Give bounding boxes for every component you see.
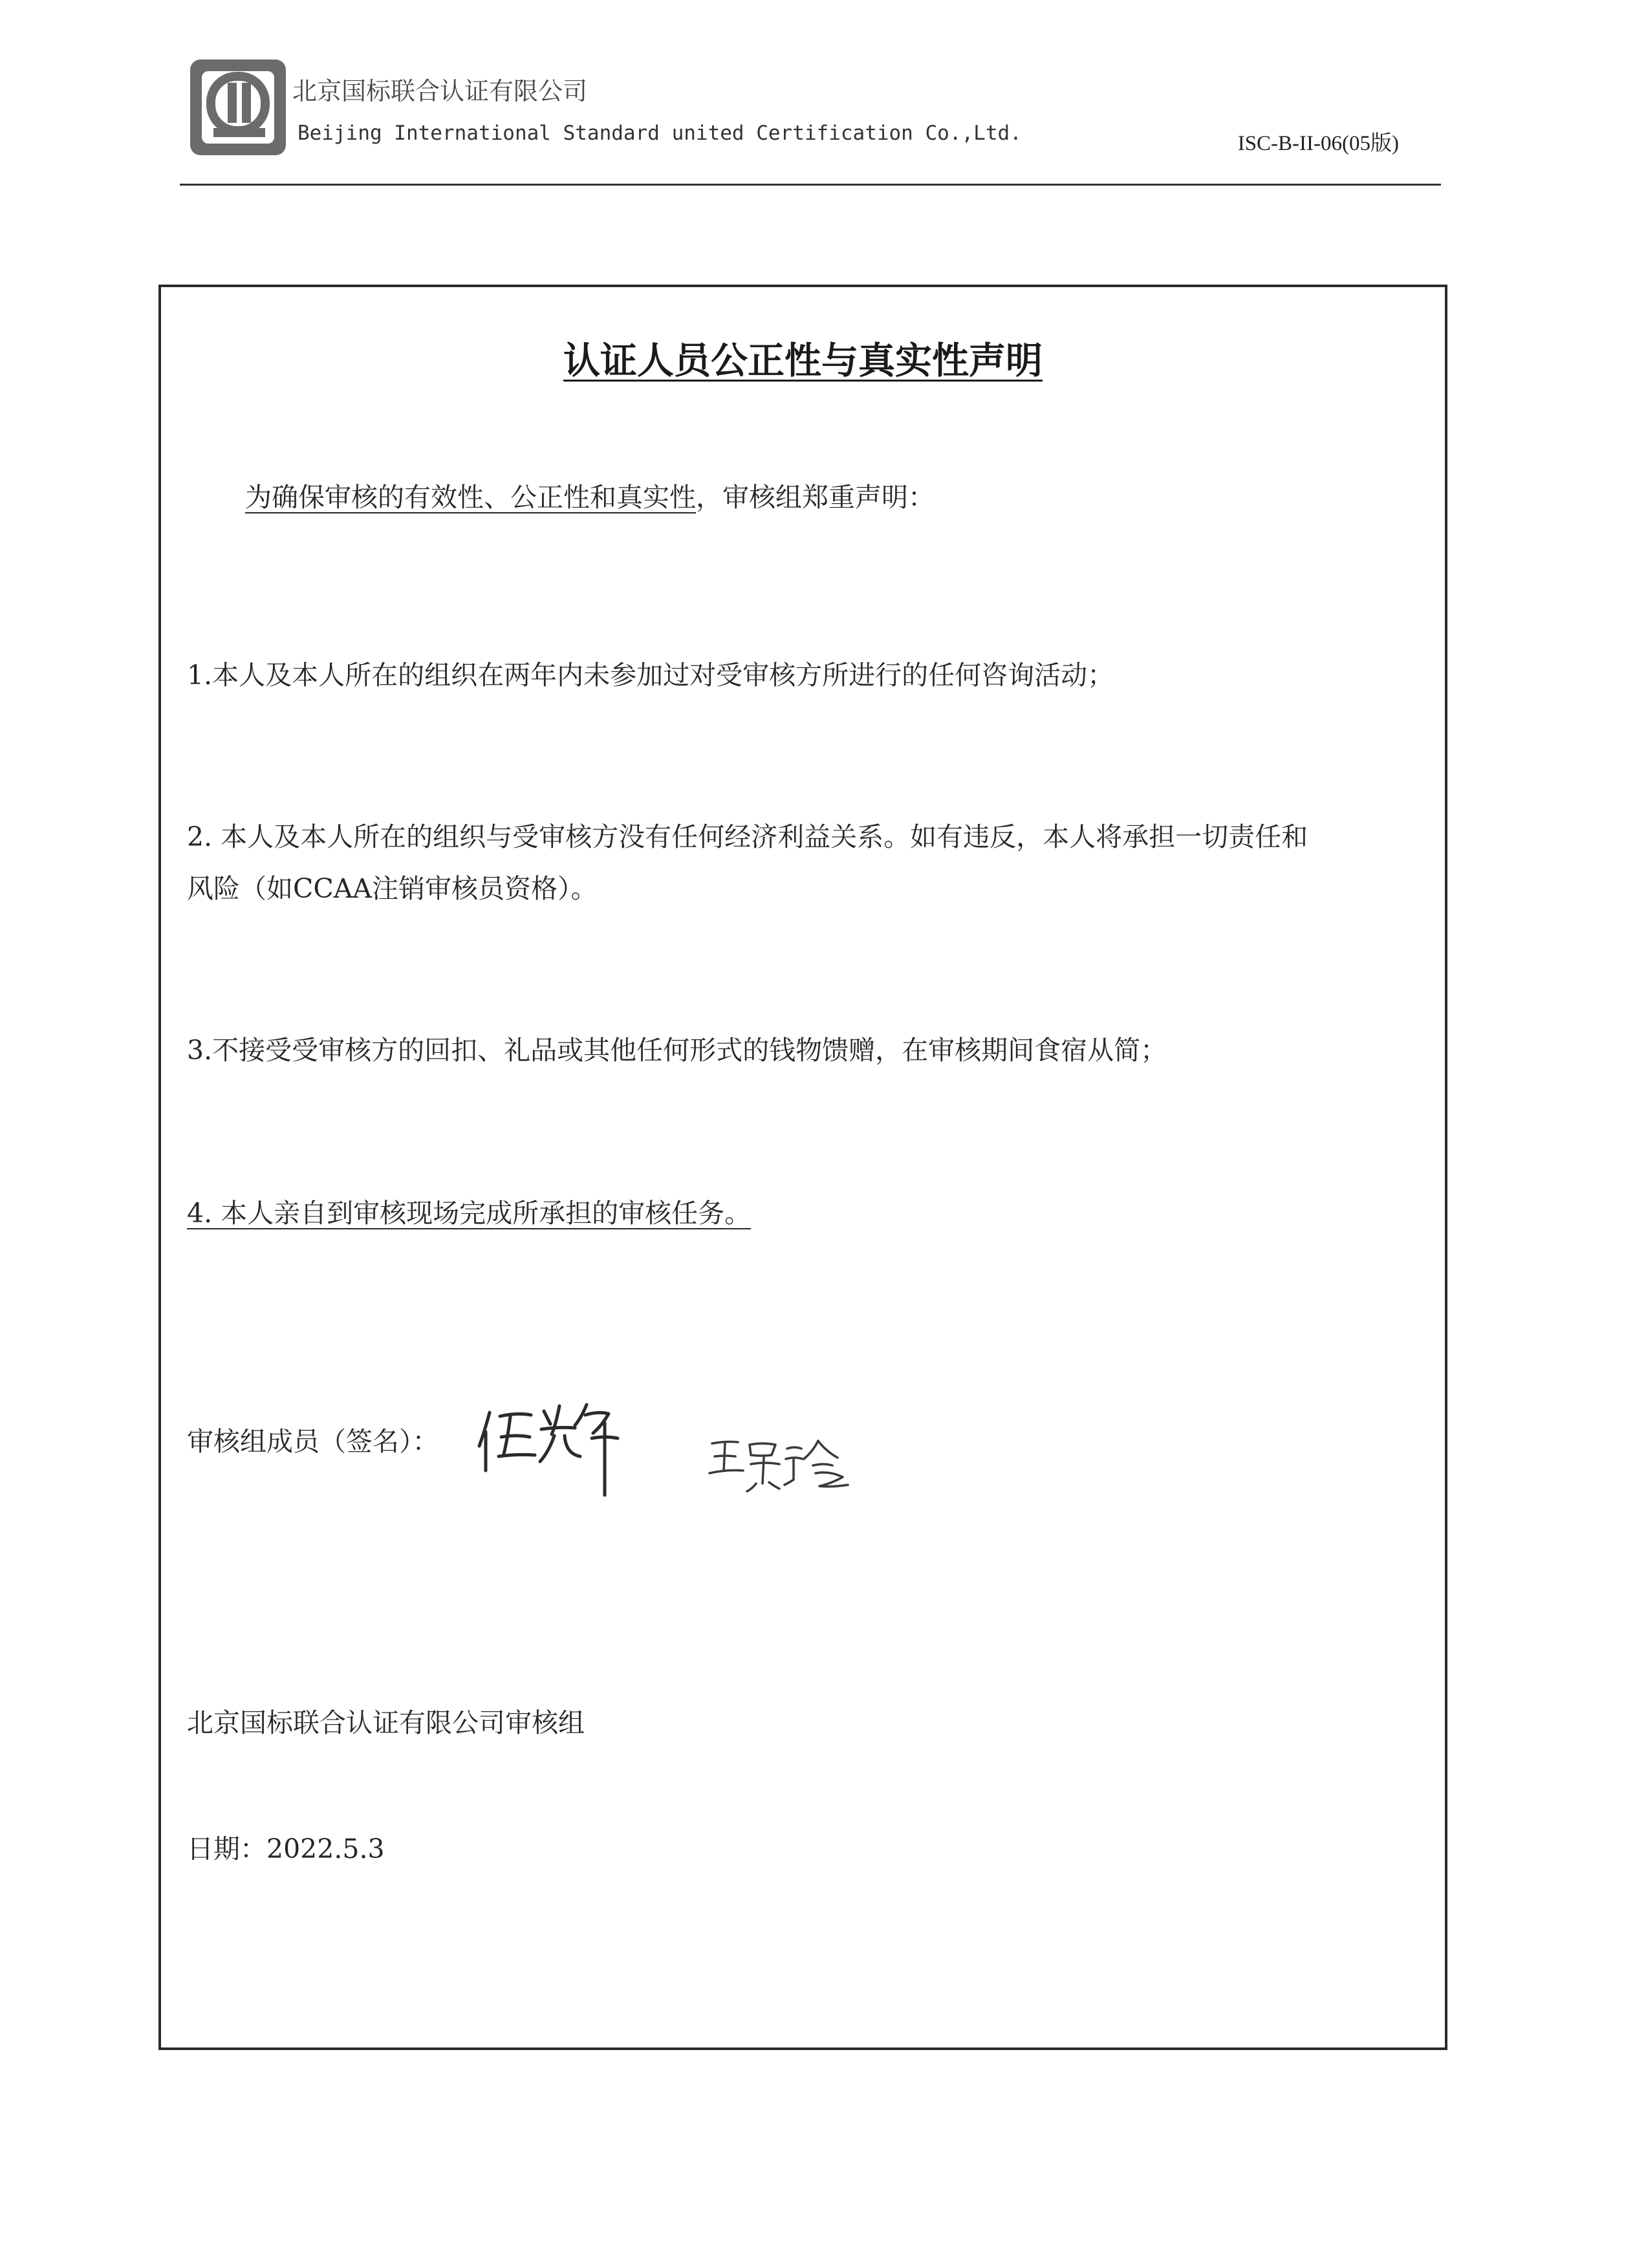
clause-2-line-1: 2. 本人及本人所在的组织与受审核方没有任何经济利益关系。如有违反，本人将承担一切责任和 [187,821,1308,852]
signature-1 [471,1387,640,1496]
intro-rest: ，审核组郑重声明： [696,482,935,513]
clause-3: 3.不接受受审核方的回扣、礼品或其他任何形式的钱物馈赠，在审核期间食宿从简； [187,1035,1167,1066]
company-name-cn: 北京国标联合认证有限公司 [292,77,588,105]
members-label: 审核组成员（签名）： [187,1426,439,1457]
clause-2-line-2: 风险（如CCAA注销审核员资格）。 [187,873,598,904]
company-logo-icon [188,57,288,158]
date-label: 日期： [187,1833,266,1864]
organization-name: 北京国标联合认证有限公司审核组 [187,1707,585,1738]
company-name-en: Beijing International Standard united Certification Co.,Ltd. [298,122,1022,145]
date-line [187,1823,1435,1875]
declaration-frame [158,285,1447,2050]
signature-2 [704,1425,853,1496]
intro-paragraph [245,471,1493,523]
header-divider [180,184,1441,186]
date-value: 2022.5.3 [266,1833,385,1864]
clause-4-text: 4. 本人亲自到审核现场完成所承担的审核任务。 [187,1198,752,1229]
clause-4 [187,1187,1435,1239]
clause-1: 1.本人及本人所在的组织在两年内未参加过对受审核方所进行的任何咨询活动； [187,660,1114,691]
intro-underlined: 为确保审核的有效性、公正性和真实性 [245,482,696,513]
form-code: ISC-B-II-06(05版) [1237,132,1399,155]
document-title: 认证人员公正性与真实性声明 [563,340,1043,382]
